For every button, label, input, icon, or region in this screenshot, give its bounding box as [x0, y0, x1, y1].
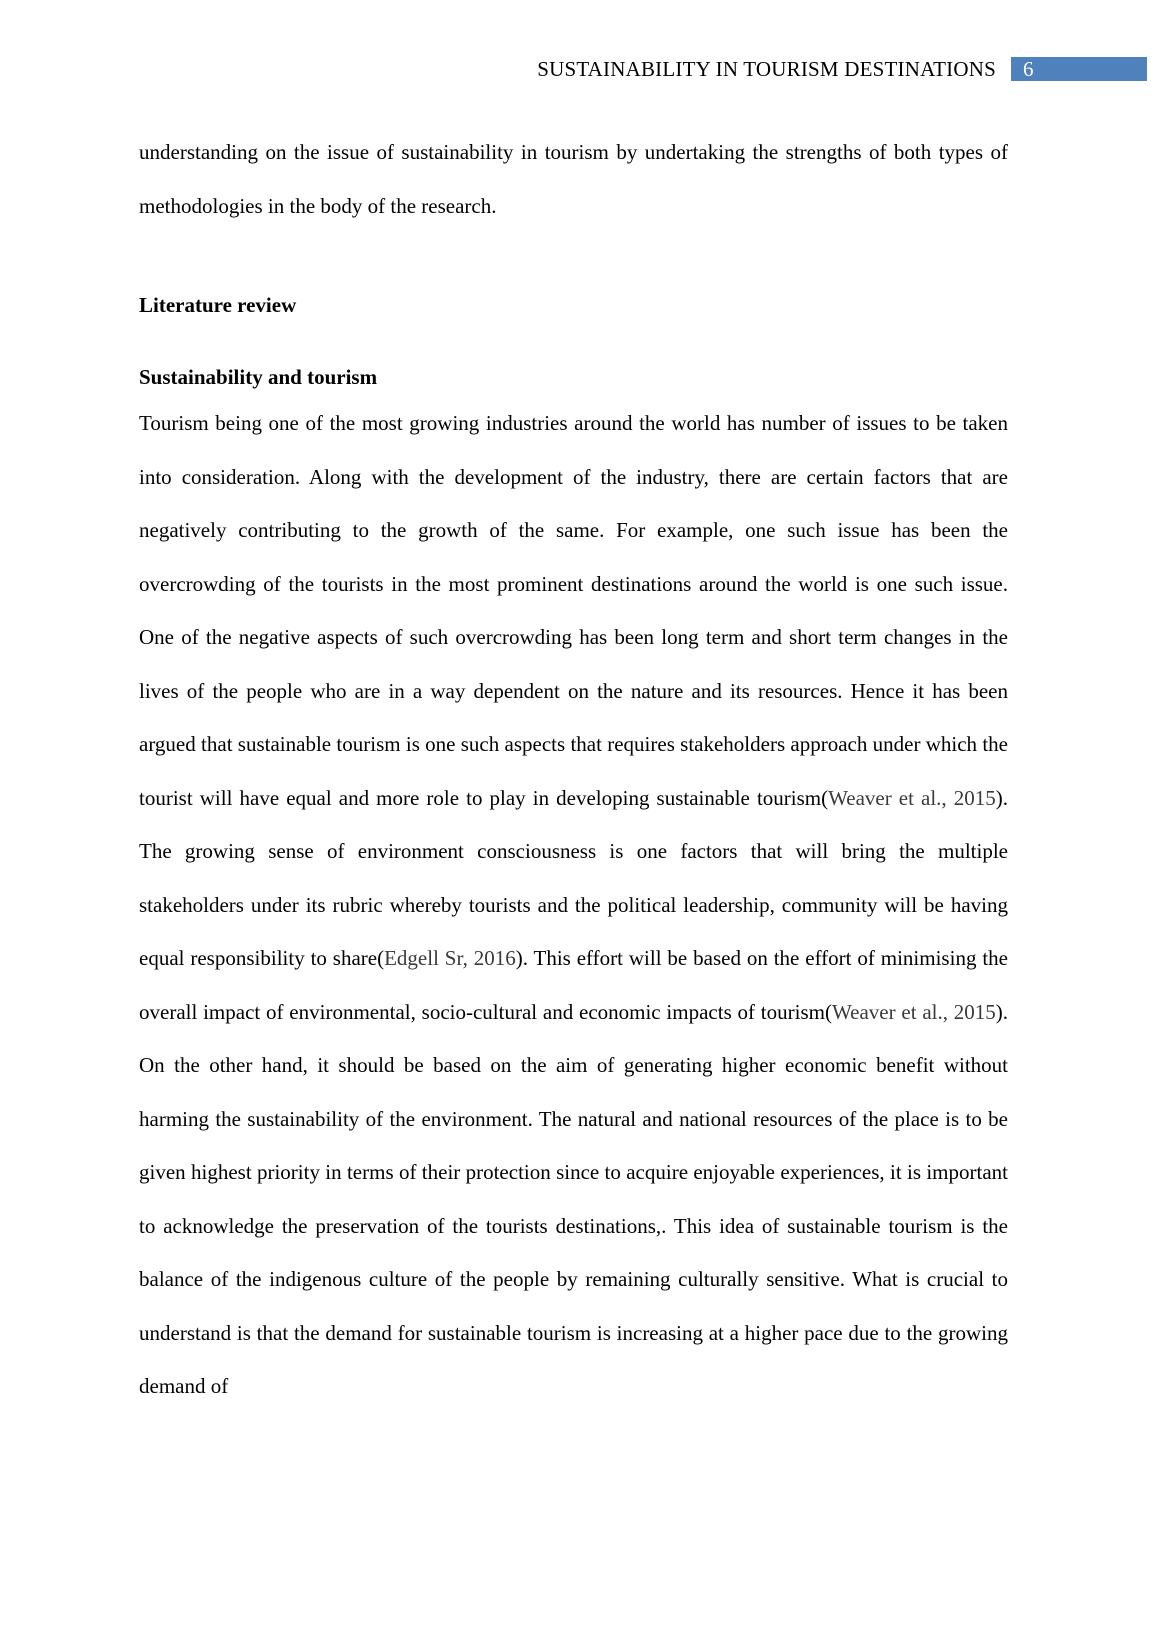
main-paragraph-block [139, 397, 1008, 1414]
page-number: 6 [1023, 57, 1034, 81]
section-heading-block [139, 292, 1008, 318]
running-title: SUSTAINABILITY IN TOURISM DESTINATIONS [537, 57, 996, 81]
section-heading: Literature review [139, 293, 297, 317]
paragraph-text: ). The growing sense of environment consciousness is one factors that will bring the multiple stakeholders under its rubric whereby tourists and the political leadership, community will be having equal responsibility to share( [139, 785, 1008, 970]
running-header [0, 56, 1158, 82]
citation: Weaver et al., 2015 [828, 785, 996, 810]
main-paragraph [139, 397, 1008, 1414]
paragraph-text: Tourism being one of the most growing industries around the world has number of issues to be taken into consideration. Along with the development of the industry, there are certain factors that are negatively contributing to the growth of the same. For example, one such issue has been the overcrowding of the tourists in the most prominent destinations around the world is one such issue. One of the negative aspects of such overcrowding has been long term and short term changes in the lives of the people who are in a way dependent on the nature and its resources. Hence it has been argued that sustainable tourism is one such aspects that requires stakeholders approach under which the tourist will have equal and more role to play in developing sustainable tourism( [139, 411, 1008, 810]
intro-block [139, 126, 1008, 233]
citation: Weaver et al., 2015 [831, 999, 996, 1024]
intro-paragraph: understanding on the issue of sustainability in tourism by undertaking the strengths of both types of methodologies in the body of the research. [139, 140, 1008, 218]
citation: Edgell Sr, 2016 [384, 946, 516, 970]
paragraph-text: ). On the other hand, it should be based on the aim of generating higher economic benefit without harming the sustainability of the environment. The natural and national resources of the place is to be given highest priority in terms of their protection since to acquire enjoyable experiences, it is important to acknowledge the preservation of the tourists destinations,. This idea of sustainable tourism is the balance of the indigenous culture of the people by remaining culturally sensitive. What is crucial to understand is that the demand for sustainable tourism is increasing at a higher pace due to the growing demand of [139, 999, 1009, 1398]
subsection-heading: Sustainability and tourism [139, 365, 378, 389]
subsection-heading-block [139, 364, 1008, 390]
paragraph-text: ). This effort will be based on the effort of minimising the overall impact of environmental, socio-cultural and economic impacts of tourism( [139, 946, 1008, 1024]
